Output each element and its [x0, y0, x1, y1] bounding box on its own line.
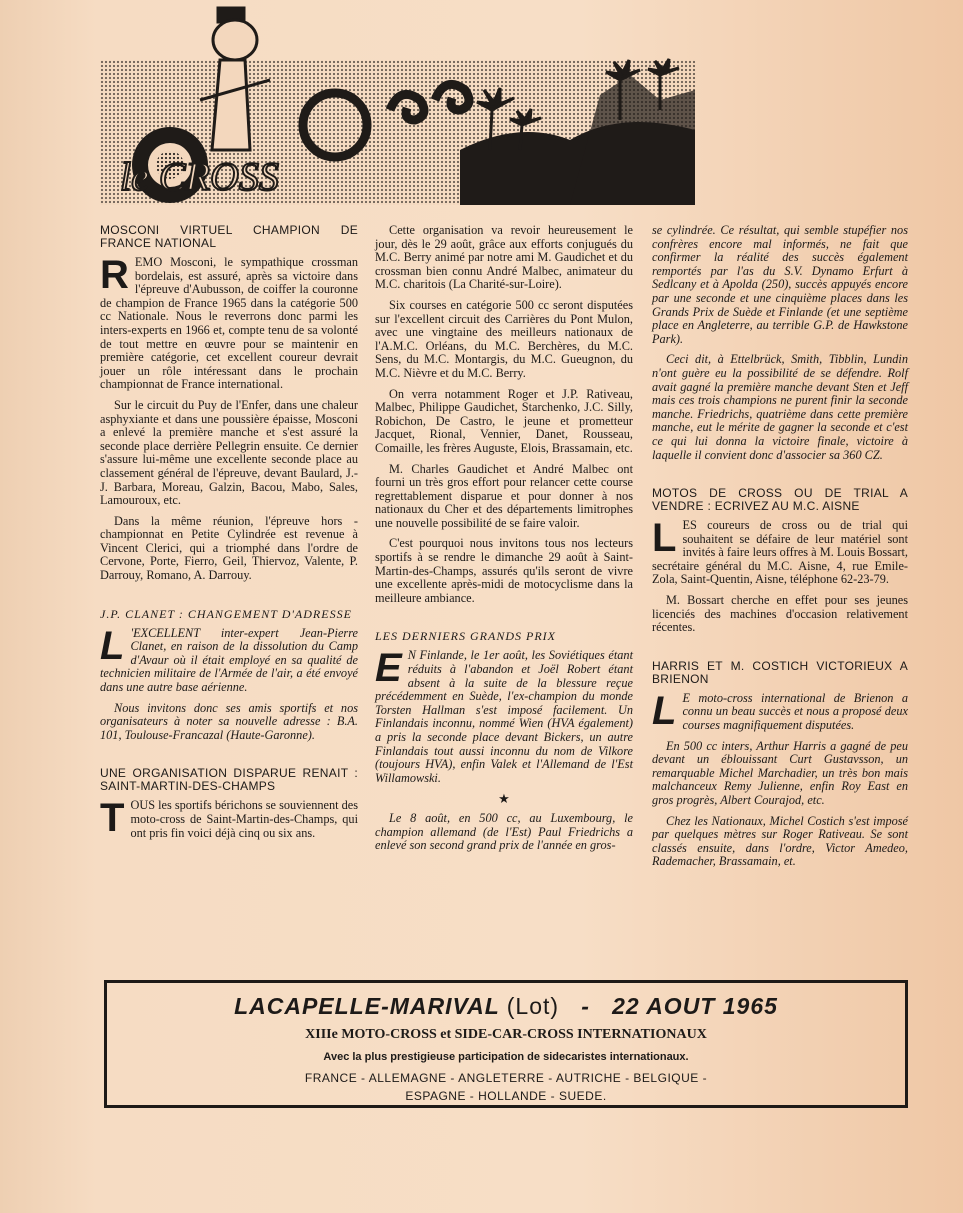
ad-region: (Lot): [506, 993, 560, 1019]
article-heading-mosconi: MOSCONI VIRTUEL CHAMPION DE FRANCE NATIONAL: [100, 223, 358, 250]
article-paragraph: Dans la même réunion, l'épreuve hors - championnat en Petite Cylindrée est revenue à Vincent Clerici, qui a triomphé dans l'ordre de Cervone, Porte, Fierro, Geil, Thiervoz, Valente, P. Darrouy, Romano, A. Darrouy.: [100, 513, 358, 583]
paragraph-text: 'EXCELLENT inter-expert Jean-Pierre Clanet, en raison de la dissolution du Camp d'Avaur où il était employé en sa qualité de technicien militaire de l'Armée de l'air, a été envoyé dans une autre base aérienne.: [100, 625, 358, 695]
article-heading-saint-martin: UNE ORGANISATION DISPARUE RENAIT : SAINT-MARTIN-DES-CHAMPS: [100, 766, 358, 794]
paragraph-text: OUS les sportifs bérichons se souviennent des moto-cross de Saint-Martin-des-Champs, qui ont pris fin voici déjà cinq ou six ans.: [130, 798, 358, 840]
article-paragraph: Cette organisation va revoir heureusement le jour, dès le 29 août, grâce aux efforts conjugués du M.C. Berry animé par notre ami M. Gaudichet et du crossman bien connu André Malbec, animateur du M.C. charitois (La Charité-sur-Loire).: [375, 223, 633, 292]
paragraph-text: N Finlande, le 1er août, les Soviétiques étant réduits à l'abandon et Joël Robert étant absent à la suite de la blessure reçue précédemment en Suède, l'ex-champion du monde Torsten Hallman s'est imposé facilement. Un Finlandais inconnu, nommé Wien (HVA également) a pris la seconde place devant Bickers, un autre Finlandais tout aussi inconnu du nom de Vilkore (toujours HVA), enfin Valek et l'Allemand de l'Est Willamowski.: [375, 648, 633, 785]
article-paragraph: [100, 623, 358, 695]
drop-cap: L: [100, 623, 125, 668]
drop-cap: T: [100, 796, 125, 841]
article-paragraph: Le 8 août, en 500 cc, au Luxembourg, le champion allemand (de l'Est) Paul Friedrichs a enlevé son second grand prix de l'année en gros-: [375, 810, 633, 853]
article-heading-brienon: HARRIS ET M. COSTICH VICTORIEUX A BRIENON: [652, 658, 908, 686]
ad-title: [107, 993, 905, 1020]
article-paragraph: En 500 cc inters, Arthur Harris a gagné de peu devant un éblouissant Curt Gustavsson, un remarquable Michel Marchadier, un très bon mais malchanceux Remy Julienne, enfin Roy East en gros progrès, Albert Courajod, etc.: [652, 738, 908, 807]
article-paragraph: Nous invitons donc ses amis sportifs et nos organisateurs à noter sa nouvelle adresse : B.A. 101, Toulouse-Francazal (Haute-Garonne).: [100, 700, 358, 742]
ad-countries: [107, 1069, 905, 1105]
article-paragraph: se cylindrée. Ce résultat, qui semble stupéfier nos confrères encore mal informés, ne fait que confirmer la réalité des succès également remportés par l'as du S.V. Dynamo Erfurt à Sedlcany et à Apolda (250), succès appuyés encore par une seconde et une cinquième places dans les Grands Prix de Suède et Finlande (et une septième place en Angleterre, au terrible G.P. de Hawkstone Park).: [652, 223, 908, 346]
article-paragraph: Sur le circuit du Puy de l'Enfer, dans une chaleur asphyxiante et dans une poussière épaisse, Mosconi a enlevé la première manche et s'est assuré la seconde place derrière Pellegrin ensuite. Ce dernier s'assure lui-même une excellente seconde place au classement général de l'épreuve, devant Baulard, J.-J. Barbara, Moreau, Galzin, Bacou, Mabo, Sales, Lamouroux, etc.: [100, 397, 358, 508]
ad-countries-line-2: ESPAGNE - HOLLANDE - SUEDE.: [405, 1089, 607, 1103]
drop-cap: L: [652, 516, 677, 561]
article-paragraph: [375, 646, 633, 785]
article-heading-clanet: J.P. CLANET : CHANGEMENT D'ADRESSE: [100, 606, 352, 621]
column-3: [652, 224, 908, 876]
article-paragraph: [100, 796, 358, 841]
le-cross-logo-text: le CROSS: [120, 154, 279, 199]
drop-cap: L: [652, 688, 677, 733]
column-2: [375, 224, 633, 860]
ad-date: 22 AOUT 1965: [612, 993, 778, 1019]
ad-place: LACAPELLE-MARIVAL: [234, 993, 500, 1019]
article-heading-motos-a-vendre: MOTOS DE CROSS OU DE TRIAL A VENDRE : ECRIVEZ AU M.C. AISNE: [652, 486, 908, 514]
article-paragraph: Ceci dit, à Ettelbrück, Smith, Tibblin, Lundin n'ont guère eu la possibilité de se défendre. Rolf avait gagné la première manche devant Sten et Jeff mais ces trois champions ne purent finir la seconde manche. Friedrichs, quatrième dans cette première manche, eut le mérite de gagner la seconde et c'est ce qui lui donna la victoire finale, victoire à laquelle il convient donc d'associer sa 360 CZ.: [652, 352, 908, 462]
article-paragraph: M. Bossart cherche en effet pour ses jeunes licenciés des machines d'occasion relativement récentes.: [652, 593, 908, 635]
ad-countries-line-1: FRANCE - ALLEMAGNE - ANGLETERRE - AUTRICHE - BELGIQUE -: [304, 1071, 708, 1085]
column-1: [100, 224, 358, 847]
article-paragraph: M. Charles Gaudichet et André Malbec ont fourni un très gros effort pour relancer cette course regrettablement disparue et pour donner à nos nationaux du Cher et des départements limitrophes une nouvelle possibilité de se faire valoir.: [375, 461, 633, 530]
drop-cap: E: [375, 646, 402, 691]
ad-dash: -: [581, 993, 590, 1019]
event-advertisement-box: [104, 980, 908, 1108]
article-paragraph: Chez les Nationaux, Michel Costich s'est imposé par quelques mètres sur Roger Rativeau. Se sont classés ensuite, dans l'ordre, Victor Amedeo, Rademacher, Brassamain, et.: [652, 813, 908, 869]
article-heading-grands-prix: LES DERNIERS GRANDS PRIX: [375, 629, 556, 644]
paragraph-text: EMO Mosconi, le sympathique crossman bordelais, est assuré, après sa victoire dans l'épreuve d'Aubusson, de coiffer la couronne de champion de France 1965 dans la catégorie 500 cc Nationale. Nous le reverrons donc parmi les inters-experts en 1966 et, compte tenu de sa volonté de tout mettre en œuvre pour se maintenir en première catégorie, cet excellent coureur devrait jouer un rôle intéressant dans le prochain championnat de France international.: [100, 255, 358, 392]
article-paragraph: On verra notamment Roger et J.P. Rativeau, Malbec, Philippe Gaudichet, Starchenko, J.C. Silly, Robichon, De Castro, le jeune et prometteur Jacquet, Rional, Vennier, Danet, Rousseau, Comaille, les frères Auguste, Elois, Brassamain, etc.: [375, 386, 633, 455]
ad-tagline: Avec la plus prestigieuse participation de sidecaristes internationaux.: [323, 1051, 689, 1063]
ad-subtitle: XIIIe MOTO-CROSS et SIDE-CAR-CROSS INTERNATIONAUX: [305, 1027, 707, 1042]
le-cross-header-illustration: [100, 0, 700, 205]
paragraph-text: ES coureurs de cross ou de trial qui souhaitent se défaire de leur matériel sont invités à faire leurs offres à M. Louis Bossart, secrétaire général du M.C. Aisne, 4, rue Emile-Zola, Saint-Quentin, Aisne, téléphone 62-23-79.: [652, 518, 908, 587]
article-paragraph: Six courses en catégorie 500 cc seront disputées sur l'excellent circuit des Carrières du Pont Mulon, avec une vingtaine des meilleurs nationaux de l'A.M.C. Orléans, du M.C. Berchères, du M.C. Sens, du M.C. Montargis, du M.C. Gueugnon, du M.C. Nièvre et du M.C. Berry.: [375, 297, 633, 380]
drop-cap: R: [100, 253, 129, 297]
star-separator: ★: [498, 791, 510, 807]
article-paragraph: [652, 688, 908, 733]
article-paragraph: C'est pourquoi nous invitons tous nos lecteurs sportifs à se rendre le dimanche 29 août à Saint-Martin-des-Champs, assurés qu'ils seront de vivre une excellente après-midi de motocyclisme dans la meilleure ambiance.: [375, 536, 633, 605]
article-paragraph: [100, 253, 358, 392]
article-paragraph: [652, 516, 908, 587]
paragraph-text: E moto-cross international de Brienon a connu un beau succès et nous a proposé deux courses magnifiquement disputées.: [682, 690, 908, 733]
